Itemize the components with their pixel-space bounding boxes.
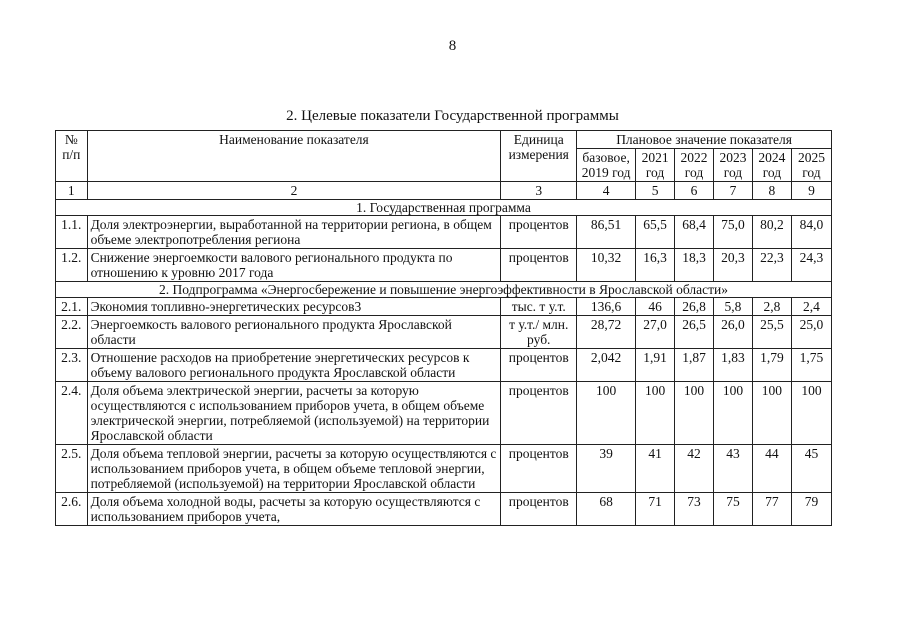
indicator-unit: тыс. т у.т.	[501, 298, 577, 316]
indicator-value: 84,0	[791, 216, 831, 249]
section-title: 1. Государственная программа	[56, 200, 832, 216]
header-unit: Единица измерения	[501, 131, 577, 182]
column-number: 8	[752, 182, 791, 200]
indicator-value: 22,3	[752, 249, 791, 282]
indicator-value: 25,5	[752, 316, 791, 349]
indicator-value: 42	[675, 445, 714, 493]
row-number: 1.1.	[56, 216, 88, 249]
indicator-value: 44	[752, 445, 791, 493]
table-row	[56, 249, 832, 282]
indicator-value: 1,87	[675, 349, 714, 382]
indicator-value: 1,91	[636, 349, 675, 382]
indicator-name: Энергоемкость валового регионального продукта Ярославской области	[87, 316, 501, 349]
header-planned: Плановое значение показателя	[577, 131, 832, 149]
indicator-value: 68,4	[675, 216, 714, 249]
column-number: 4	[577, 182, 636, 200]
indicator-unit: процентов	[501, 349, 577, 382]
indicator-unit: процентов	[501, 493, 577, 526]
indicator-name: Доля объема холодной воды, расчеты за которую осуществляются с использованием приборов учета,	[87, 493, 501, 526]
indicator-value: 75	[714, 493, 753, 526]
indicator-value: 2,042	[577, 349, 636, 382]
indicator-value: 65,5	[636, 216, 675, 249]
indicator-value: 100	[714, 382, 753, 445]
indicator-unit: процентов	[501, 216, 577, 249]
indicator-value: 80,2	[752, 216, 791, 249]
row-number: 2.3.	[56, 349, 88, 382]
indicator-value: 1,83	[714, 349, 753, 382]
row-number: 2.5.	[56, 445, 88, 493]
section-row	[56, 200, 832, 216]
indicator-name: Снижение энергоемкости валового регионального продукта по отношению к уровню 2017 года	[87, 249, 501, 282]
indicator-value: 86,51	[577, 216, 636, 249]
indicator-unit: процентов	[501, 249, 577, 282]
indicator-value: 28,72	[577, 316, 636, 349]
indicator-value: 10,32	[577, 249, 636, 282]
indicator-value: 27,0	[636, 316, 675, 349]
indicator-value: 2,4	[791, 298, 831, 316]
table-row	[56, 349, 832, 382]
indicator-unit: процентов	[501, 382, 577, 445]
row-number: 2.6.	[56, 493, 88, 526]
indicator-value: 1,75	[791, 349, 831, 382]
indicator-value: 73	[675, 493, 714, 526]
row-number: 2.4.	[56, 382, 88, 445]
header-year: 2022 год	[675, 149, 714, 182]
column-number: 5	[636, 182, 675, 200]
indicator-name: Доля объема тепловой энергии, расчеты за которую осуществляются с использованием приборов учета, в общем объеме тепловой энергии, потребляемой (используемой) на территории Ярославской области	[87, 445, 501, 493]
indicator-name: Экономия топливно-энергетических ресурсов3	[87, 298, 501, 316]
table-row	[56, 382, 832, 445]
indicator-name: Отношение расходов на приобретение энергетических ресурсов к объему валового регионального продукта Ярославской области	[87, 349, 501, 382]
indicator-value: 79	[791, 493, 831, 526]
column-number-row	[56, 182, 832, 200]
column-number: 3	[501, 182, 577, 200]
indicator-unit: процентов	[501, 445, 577, 493]
indicator-value: 26,0	[714, 316, 753, 349]
indicator-unit: т у.т./ млн. руб.	[501, 316, 577, 349]
indicator-value: 18,3	[675, 249, 714, 282]
indicator-value: 136,6	[577, 298, 636, 316]
indicator-name: Доля электроэнергии, выработанной на территории региона, в общем объеме электропотребления региона	[87, 216, 501, 249]
indicators-table	[55, 130, 832, 526]
indicator-value: 16,3	[636, 249, 675, 282]
indicator-value: 100	[577, 382, 636, 445]
column-number: 7	[714, 182, 753, 200]
table-row	[56, 298, 832, 316]
column-number: 6	[675, 182, 714, 200]
page-number: 8	[448, 38, 457, 54]
row-number: 2.2.	[56, 316, 88, 349]
indicator-value: 68	[577, 493, 636, 526]
indicator-value: 75,0	[714, 216, 753, 249]
header-year: базовое, 2019 год	[577, 149, 636, 182]
indicator-value: 43	[714, 445, 753, 493]
indicator-value: 100	[636, 382, 675, 445]
section-title: 2. Подпрограмма «Энергосбережение и повышение энергоэффективности в Ярославской области»	[56, 282, 832, 298]
table-row	[56, 493, 832, 526]
table-row	[56, 216, 832, 249]
indicator-value: 1,79	[752, 349, 791, 382]
indicator-value: 24,3	[791, 249, 831, 282]
indicator-value: 20,3	[714, 249, 753, 282]
header-year: 2024 год	[752, 149, 791, 182]
header-year: 2021 год	[636, 149, 675, 182]
indicator-value: 100	[791, 382, 831, 445]
indicator-value: 100	[752, 382, 791, 445]
column-number: 1	[56, 182, 88, 200]
table-row	[56, 316, 832, 349]
indicator-value: 26,8	[675, 298, 714, 316]
indicator-value: 25,0	[791, 316, 831, 349]
column-number: 9	[791, 182, 831, 200]
table-title: 2. Целевые показатели Государственной программы	[286, 108, 619, 124]
indicator-value: 45	[791, 445, 831, 493]
row-number: 1.2.	[56, 249, 88, 282]
indicator-value: 26,5	[675, 316, 714, 349]
header-num: № п/п	[56, 131, 88, 182]
table-row	[56, 445, 832, 493]
row-number: 2.1.	[56, 298, 88, 316]
indicator-name: Доля объема электрической энергии, расчеты за которую осуществляются с использованием приборов учета, в общем объеме электрической энергии, потребляемой (используемой) на территории Ярославской области	[87, 382, 501, 445]
header-name: Наименование показателя	[87, 131, 501, 182]
indicator-value: 77	[752, 493, 791, 526]
indicator-value: 39	[577, 445, 636, 493]
header-year: 2025 год	[791, 149, 831, 182]
indicator-value: 100	[675, 382, 714, 445]
indicator-value: 5,8	[714, 298, 753, 316]
indicator-value: 46	[636, 298, 675, 316]
indicator-value: 2,8	[752, 298, 791, 316]
indicator-value: 41	[636, 445, 675, 493]
section-row	[56, 282, 832, 298]
indicator-value: 71	[636, 493, 675, 526]
column-number: 2	[87, 182, 501, 200]
header-year: 2023 год	[714, 149, 753, 182]
